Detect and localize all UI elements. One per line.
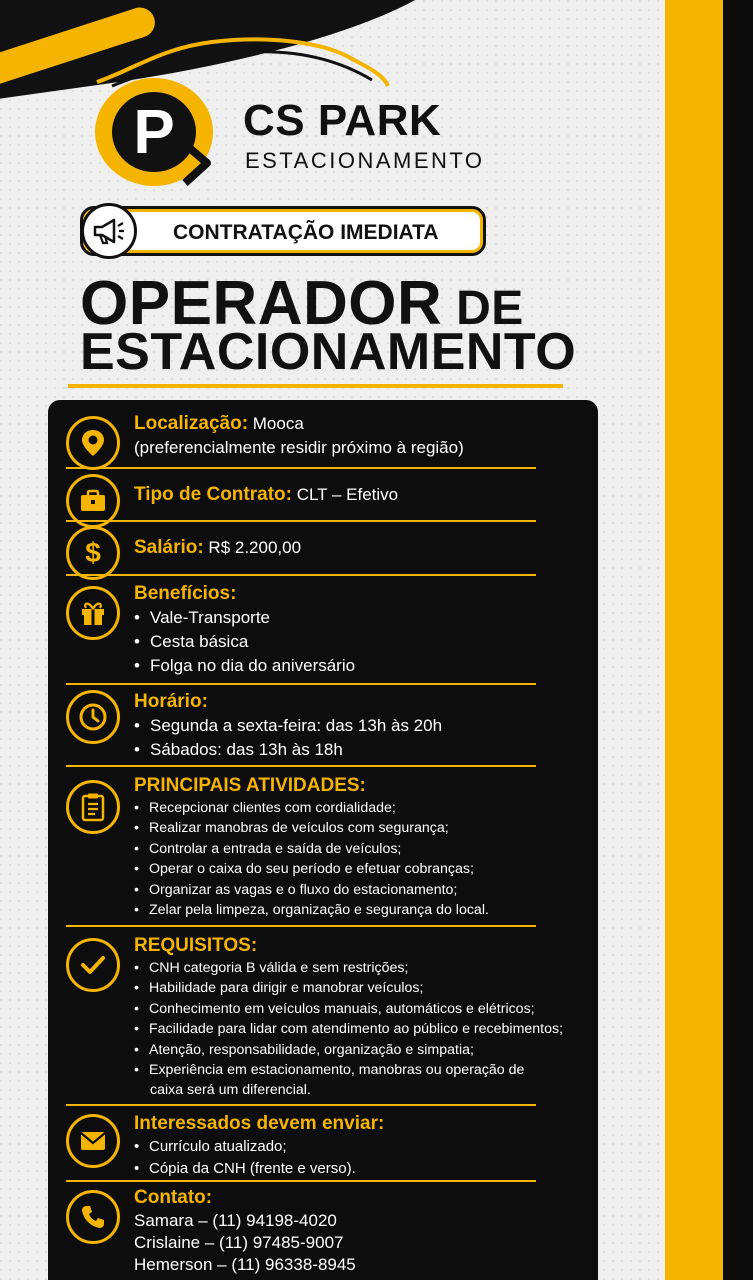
section-divider bbox=[66, 574, 536, 576]
salary-value: R$ 2.200,00 bbox=[203, 538, 302, 557]
send-title: Interessados devem enviar: bbox=[134, 1113, 385, 1134]
headline-small-word: DE bbox=[442, 282, 524, 335]
dollar-icon bbox=[66, 526, 120, 580]
send-content bbox=[134, 1112, 598, 1180]
black-side-stripe bbox=[723, 0, 753, 1280]
send-item: • Cópia da CNH (frente e verso). bbox=[134, 1158, 598, 1180]
section-divider bbox=[66, 467, 536, 469]
contact-line: Crislaine – (11) 97485-9007 bbox=[134, 1233, 344, 1252]
section-divider bbox=[66, 925, 536, 927]
requirement-item: • Experiência em estacionamento, manobras ou operação de bbox=[134, 1060, 598, 1080]
activity-item: • Zelar pela limpeza, organização e segurança do local. bbox=[134, 900, 598, 920]
schedule-item: • Segunda a sexta-feira: das 13h às 20h bbox=[134, 714, 598, 738]
gift-icon bbox=[66, 586, 120, 640]
requirement-item: • Conhecimento em veículos manuais, automáticos e elétricos; bbox=[134, 999, 598, 1019]
svg-text:$: $ bbox=[85, 537, 101, 568]
brand-subtitle: ESTACIONAMENTO bbox=[245, 148, 485, 173]
contract-title: Tipo de Contrato: bbox=[134, 484, 292, 505]
activity-item: • Controlar a entrada e saída de veículos; bbox=[134, 839, 598, 859]
phone-icon bbox=[66, 1190, 120, 1244]
section-divider bbox=[66, 1180, 536, 1182]
brand-logo bbox=[95, 78, 495, 198]
activity-item: • Organizar as vagas e o fluxo do estacionamento; bbox=[134, 880, 598, 900]
section-divider bbox=[66, 520, 536, 522]
location-value: Mooca bbox=[248, 414, 304, 433]
job-details-panel bbox=[48, 400, 598, 1280]
activity-item: • Realizar manobras de veículos com segurança; bbox=[134, 818, 598, 838]
megaphone-icon bbox=[81, 203, 137, 259]
section-divider bbox=[66, 765, 536, 767]
badge-text: CONTRATAÇÃO IMEDIATA bbox=[173, 221, 439, 244]
location-content bbox=[134, 412, 598, 460]
envelope-icon bbox=[66, 1114, 120, 1168]
brand-name: CS PARK bbox=[243, 96, 442, 145]
benefits-content bbox=[134, 582, 598, 678]
requirement-item: • CNH categoria B válida e sem restrições; bbox=[134, 958, 598, 978]
send-item: • Currículo atualizado; bbox=[134, 1136, 598, 1158]
section-divider bbox=[66, 683, 536, 685]
schedule-title: Horário: bbox=[134, 691, 208, 712]
yellow-side-stripe bbox=[665, 0, 723, 1280]
headline-line2: ESTACIONAMENTO bbox=[80, 323, 577, 381]
contact-title: Contato: bbox=[134, 1187, 213, 1208]
contact-line: Samara – (11) 94198-4020 bbox=[134, 1211, 337, 1230]
headline-main-word: OPERADOR bbox=[80, 269, 443, 338]
schedule-item: • Sábados: das 13h às 18h bbox=[134, 738, 598, 762]
activities-content bbox=[134, 774, 598, 920]
contract-value: CLT – Efetivo bbox=[291, 485, 399, 504]
salary-title: Salário: bbox=[134, 537, 204, 558]
clipboard-icon bbox=[66, 780, 120, 834]
requirements-content bbox=[134, 934, 598, 1101]
activities-title: PRINCIPAIS ATIVIDADES: bbox=[134, 775, 366, 796]
requirement-item: • Facilidade para lidar com atendimento ao público e recebimentos; bbox=[134, 1019, 598, 1039]
requirements-title: REQUISITOS: bbox=[134, 935, 258, 956]
hiring-badge bbox=[80, 206, 486, 256]
clock-icon bbox=[66, 690, 120, 744]
section-divider bbox=[66, 1104, 536, 1106]
logo-arrow-icon bbox=[175, 133, 221, 189]
salary-content bbox=[134, 536, 598, 560]
location-note: (preferencialmente residir próximo à região) bbox=[134, 438, 464, 457]
location-title: Localização: bbox=[134, 413, 249, 434]
benefit-item: • Cesta básica bbox=[134, 630, 598, 654]
headline-underline bbox=[68, 384, 563, 388]
requirement-continuation: caixa será um diferencial. bbox=[150, 1082, 311, 1099]
contract-content bbox=[134, 483, 598, 507]
activity-item: • Recepcionar clientes com cordialidade; bbox=[134, 798, 598, 818]
checkmark-icon bbox=[66, 938, 120, 992]
benefits-title: Benefícios: bbox=[134, 583, 237, 604]
benefit-item: • Vale-Transporte bbox=[134, 606, 598, 630]
benefit-item: • Folga no dia do aniversário bbox=[134, 654, 598, 678]
contact-line: Hemerson – (11) 96338-8945 bbox=[134, 1255, 356, 1274]
map-pin-icon bbox=[66, 416, 120, 470]
activity-item: • Operar o caixa do seu período e efetuar cobranças; bbox=[134, 859, 598, 879]
requirement-item: • Habilidade para dirigir e manobrar veículos; bbox=[134, 978, 598, 998]
contact-content bbox=[134, 1186, 598, 1276]
logo-letter: P bbox=[112, 92, 196, 172]
requirement-item: • Atenção, responsabilidade, organização e simpatia; bbox=[134, 1040, 598, 1060]
schedule-content bbox=[134, 690, 598, 762]
